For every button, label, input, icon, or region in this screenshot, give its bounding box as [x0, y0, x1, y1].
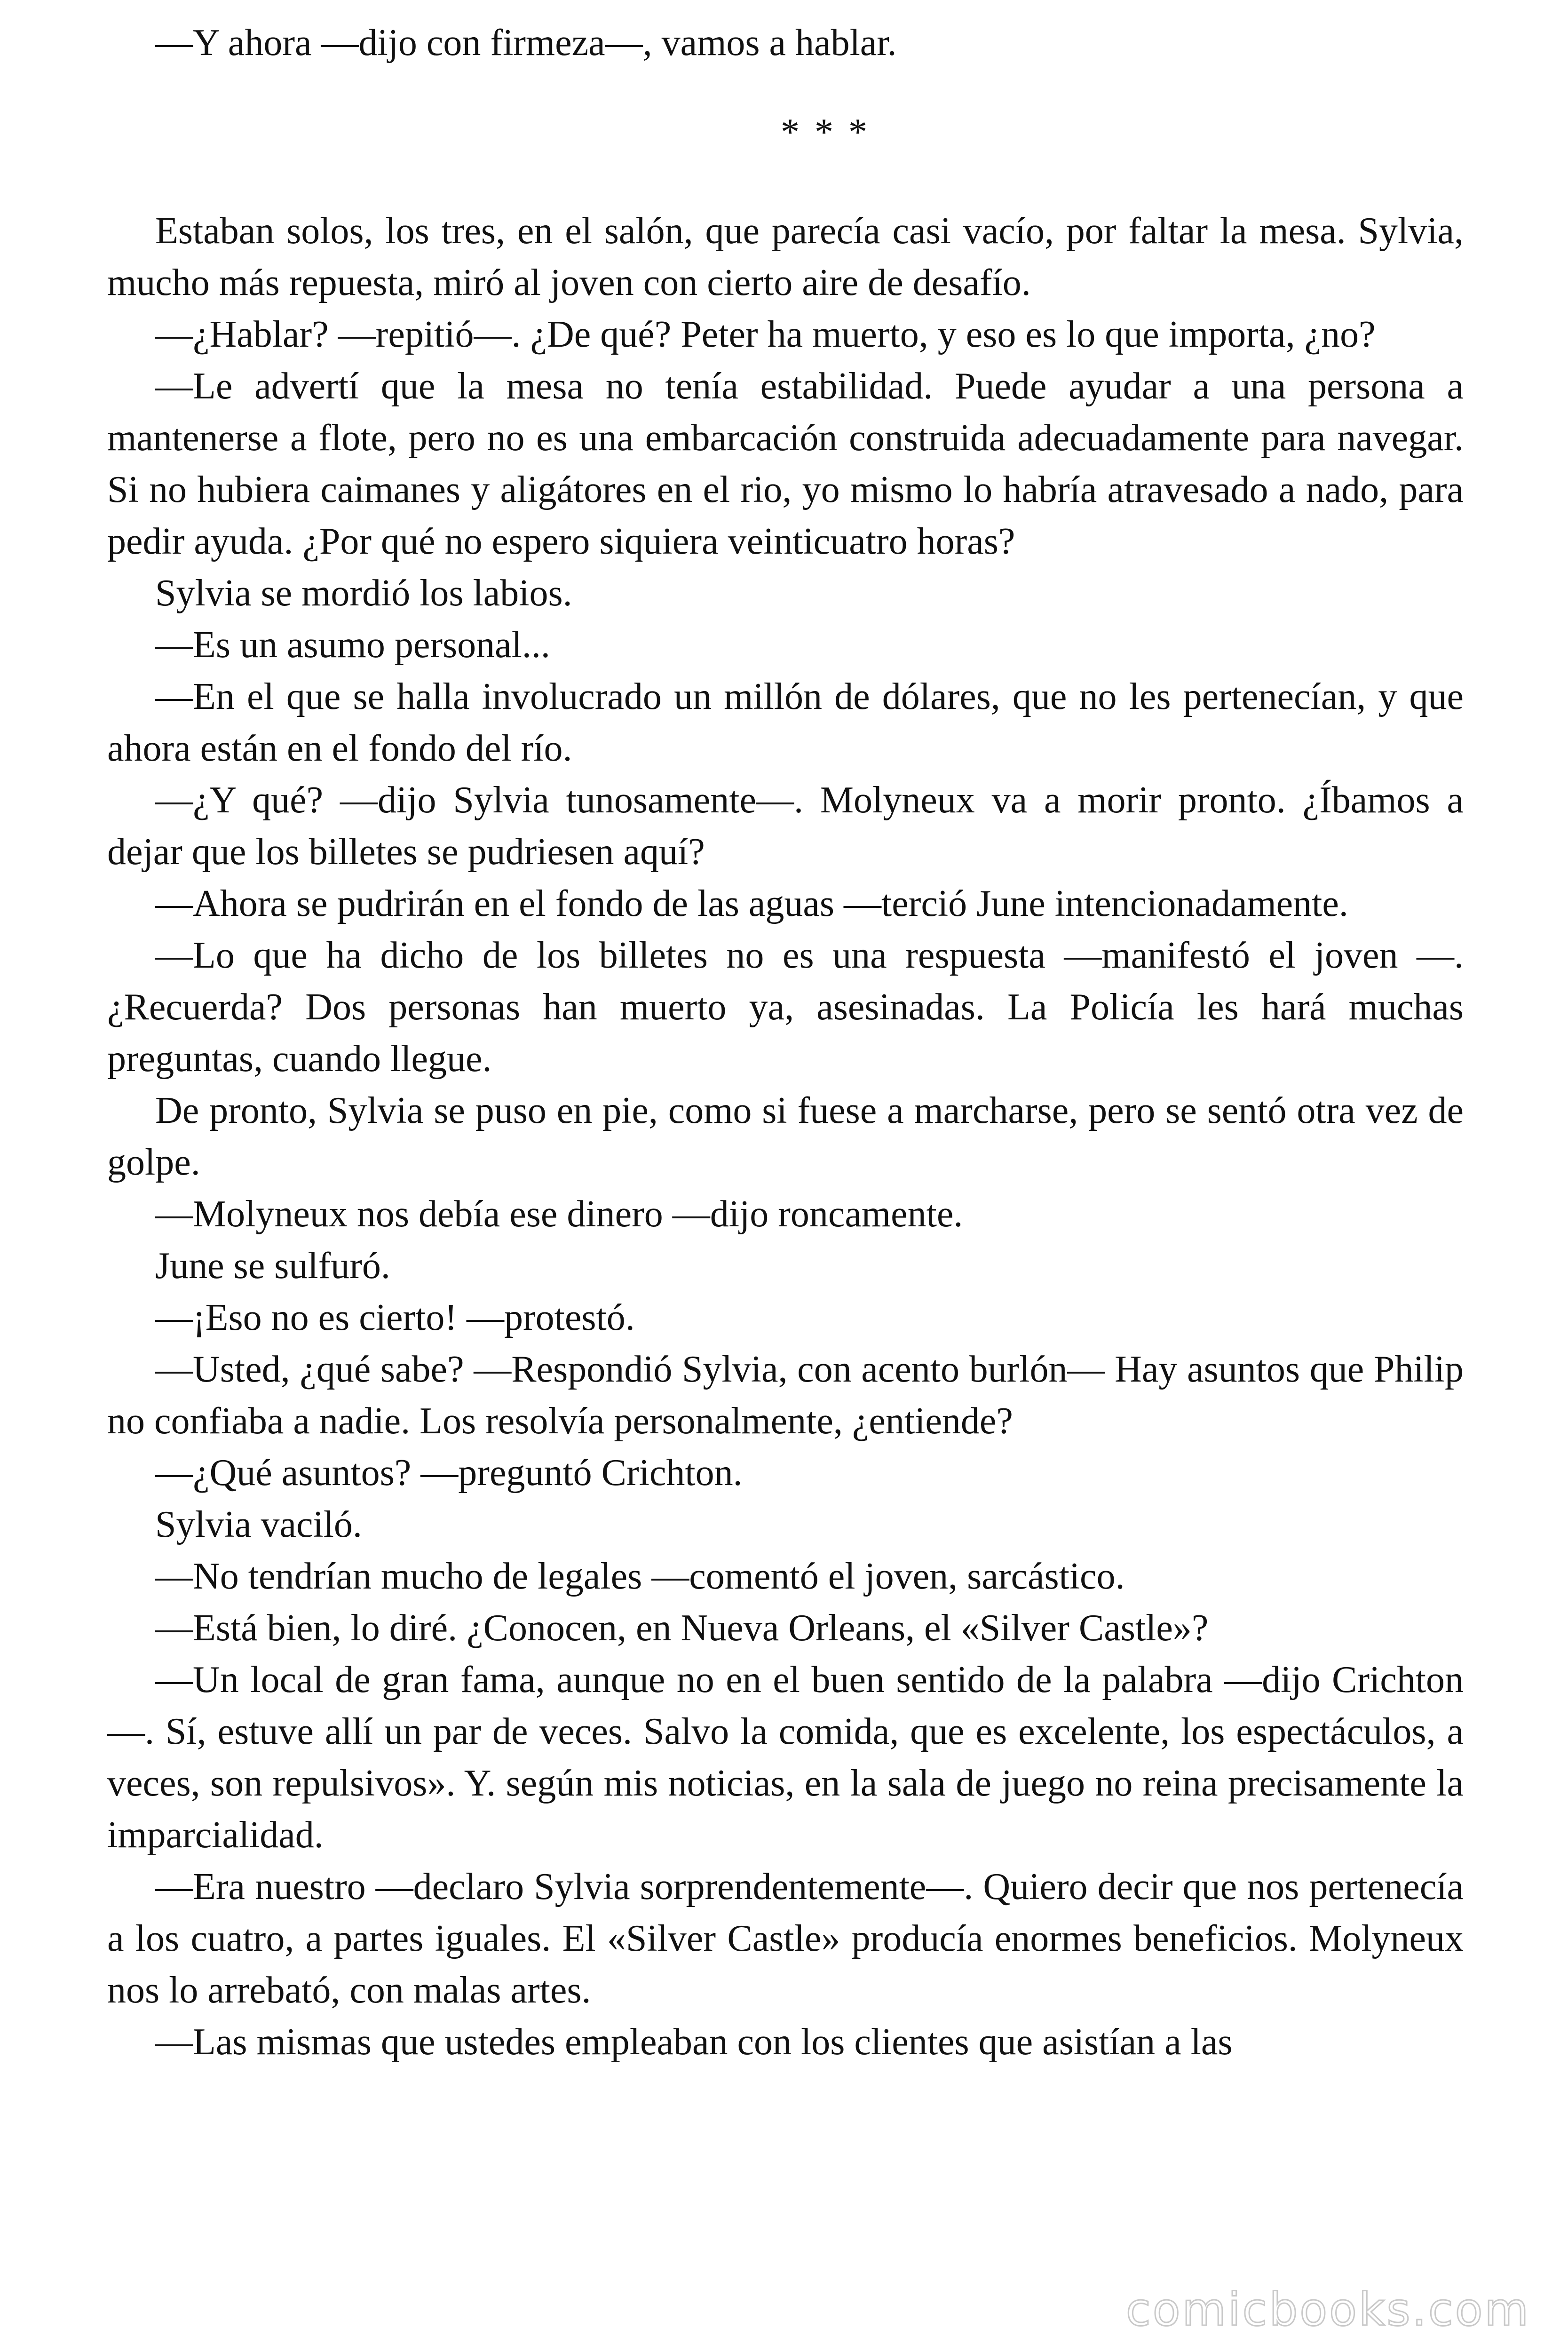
paragraph: —Un local de gran fama, aunque no en el buen sentido de la palabra —dijo Crichton—. Sí, estuve allí un par de veces. Salvo la comida, que es excelente, los espectáculos, a veces, son repulsivos». Y. según mis noticias, en la sala de juego no reina precisamente la imparcialidad. [107, 1659, 1464, 1856]
paragraph: —Está bien, lo diré. ¿Conocen, en Nueva Orleans, el «Silver Castle»? [155, 1607, 1209, 1649]
paragraph: June se sulfuró. [155, 1245, 390, 1287]
paragraph: Estaban solos, los tres, en el salón, que parecía casi vacío, por faltar la mesa. Sylvia, mucho más repuesta, miró al joven con cierto aire de desafío. [107, 210, 1464, 303]
paragraph: De pronto, Sylvia se puso en pie, como si fuese a marcharse, pero se sentó otra vez de golpe. [107, 1090, 1464, 1183]
page-body [107, 17, 1464, 2068]
paragraph: Sylvia vaciló. [155, 1504, 362, 1545]
paragraph: —No tendrían mucho de legales —comentó el joven, sarcástico. [155, 1556, 1125, 1597]
paragraph: —Ahora se pudrirán en el fondo de las aguas —terció June intencionadamente. [155, 883, 1348, 924]
paragraph: —Es un asumo personal... [155, 624, 550, 666]
paragraph: —Le advertí que la mesa no tenía estabilidad. Puede ayudar a una persona a mantenerse a flote, pero no es una embarcación construida adecuadamente para navegar. Si no hubiera caimanes y aligátores en el rio, yo mismo lo habría atravesado a nado, para pedir ayuda. ¿Por qué no espero siquiera veinticuatro horas? [107, 366, 1464, 562]
section-separator: * * * [781, 111, 870, 153]
paragraph: —Molyneux nos debía ese dinero —dijo roncamente. [155, 1193, 963, 1235]
watermark: comicbooks.com [1125, 2283, 1530, 2336]
paragraph: —¿Qué asuntos? —preguntó Crichton. [155, 1452, 743, 1494]
paragraph: —Usted, ¿qué sabe? —Respondió Sylvia, con acento burlón— Hay asuntos que Philip no confiaba a nadie. Los resolvía personalmente, ¿entiende? [107, 1349, 1464, 1442]
paragraph: —¡Eso no es cierto! —protestó. [155, 1297, 635, 1338]
paragraph: —Las mismas que ustedes empleaban con los clientes que asistían a las [155, 2021, 1233, 2063]
paragraph: —¿Hablar? —repitió—. ¿De qué? Peter ha muerto, y eso es lo que importa, ¿no? [155, 314, 1376, 355]
paragraph: Sylvia se mordió los labios. [155, 572, 572, 614]
paragraph: —¿Y qué? —dijo Sylvia tunosamente—. Molyneux va a morir pronto. ¿Íbamos a dejar que los billetes se pudriesen aquí? [107, 779, 1464, 873]
paragraph: —Lo que ha dicho de los billetes no es una respuesta —manifestó el joven —. ¿Recuerda? Dos personas han muerto ya, asesinadas. La Policía les hará muchas preguntas, cuando llegue. [107, 935, 1464, 1080]
paragraph: —Y ahora —dijo con firmeza—, vamos a hablar. [155, 22, 897, 64]
paragraph: —En el que se halla involucrado un millón de dólares, que no les pertenecían, y que ahora están en el fondo del río. [107, 676, 1464, 769]
paragraph: —Era nuestro —declaro Sylvia sorprendentemente—. Quiero decir que nos pertenecía a los cuatro, a partes iguales. El «Silver Castle» producía enormes beneficios. Molyneux nos lo arrebató, con malas artes. [107, 1866, 1464, 2011]
